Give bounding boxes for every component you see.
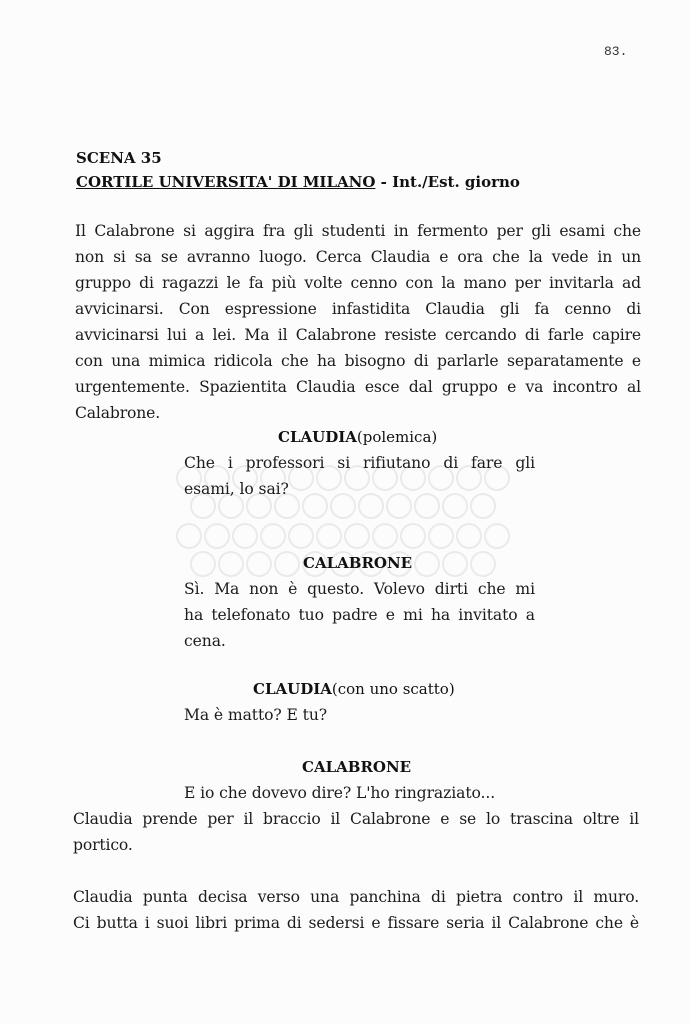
dialogue-line: ha telefonato tuo padre e mi ha invitato a — [184, 606, 535, 624]
scene-separator: - — [375, 173, 393, 191]
dialogue-line: Che i professori si rifiutano di fare gli — [184, 454, 535, 472]
scene-title: SCENA 35 — [76, 149, 162, 167]
dialogue-line: Sì. Ma non è questo. Volevo dirti che mi — [184, 580, 535, 598]
dialogue-line: esami, lo sai? — [184, 480, 289, 498]
page-number: 83. — [604, 44, 628, 59]
character-cue-claudia — [253, 680, 455, 698]
character-cue-calabrone — [303, 554, 412, 572]
dialogue-line: Ma è matto? E tu? — [184, 706, 328, 724]
scene-time: Int./Est. giorno — [392, 173, 520, 191]
action-line: Il Calabrone si aggira fra gli studenti in fermento per gli esami che — [75, 222, 641, 240]
scene-heading — [76, 146, 520, 194]
action-paragraph-1 — [75, 218, 641, 426]
action-line: portico. — [73, 836, 133, 854]
dialogue-line: E io che dovevo dire? L'ho ringraziato... — [184, 784, 496, 802]
character-name: CALABRONE — [302, 758, 412, 776]
scene-slugline — [76, 170, 520, 194]
action-line: gruppo di ragazzi le fa più volte cenno con la mano per invitarla ad — [75, 274, 641, 292]
action-line: urgentemente. Spazientita Claudia esce dal gruppo e va incontro al — [75, 378, 641, 396]
action-line: avvicinarsi lui a lei. Ma il Calabrone resiste cercando di farle capire — [75, 326, 641, 344]
scene-location: CORTILE UNIVERSITA' DI MILANO — [76, 173, 376, 191]
dialogue-block-4 — [184, 780, 535, 806]
character-cue-claudia — [278, 428, 437, 446]
character-cue-calabrone — [302, 758, 411, 776]
action-paragraph-3 — [73, 884, 639, 936]
action-line: Ci butta i suoi libri prima di sedersi e fissare seria il Calabrone che è — [73, 914, 639, 932]
action-line: Claudia punta decisa verso una panchina di pietra contro il muro. — [73, 888, 639, 906]
action-line: con una mimica ridicola che ha bisogno di parlarle separatamente e — [75, 352, 641, 370]
parenthetical: (con uno scatto) — [331, 680, 455, 698]
action-line: Calabrone. — [75, 404, 161, 422]
dialogue-line: cena. — [184, 632, 226, 650]
character-name: CLAUDIA — [278, 428, 357, 446]
action-line: non si sa se avranno luogo. Cerca Claudia e ora che la vede in un — [75, 248, 641, 266]
dialogue-block-3 — [184, 702, 535, 728]
action-paragraph-2 — [73, 806, 639, 858]
character-name: CALABRONE — [303, 554, 413, 572]
dialogue-block-2 — [184, 576, 535, 654]
action-line: Claudia prende per il braccio il Calabrone e se lo trascina oltre il — [73, 810, 639, 828]
dialogue-block-1 — [184, 450, 535, 502]
action-line: avvicinarsi. Con espressione infastidita Claudia gli fa cenno di — [75, 300, 641, 318]
character-name: CLAUDIA — [253, 680, 332, 698]
parenthetical: (polemica) — [356, 428, 438, 446]
